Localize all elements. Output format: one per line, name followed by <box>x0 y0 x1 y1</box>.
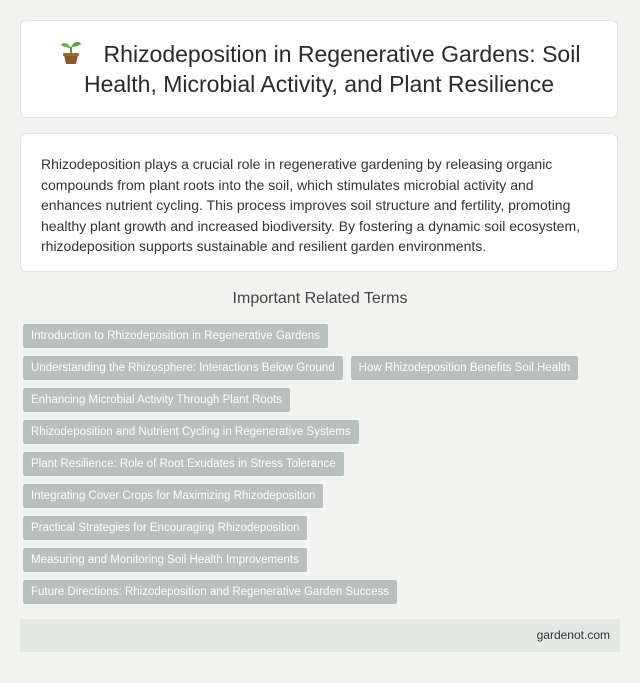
tag-row <box>23 580 623 604</box>
related-term-tag[interactable]: Rhizodeposition and Nutrient Cycling in Regenerative Systems <box>23 420 359 444</box>
tag-row <box>23 548 623 572</box>
related-term-tag[interactable]: Plant Resilience: Role of Root Exudates in Stress Tolerance <box>23 452 344 476</box>
tag-row <box>23 484 623 508</box>
footer <box>20 619 620 652</box>
related-term-tag[interactable]: How Rhizodeposition Benefits Soil Health <box>351 356 579 380</box>
related-term-tag[interactable]: Future Directions: Rhizodeposition and Regenerative Garden Success <box>23 580 397 604</box>
related-terms-heading: Important Related Terms <box>232 290 408 307</box>
tag-row <box>23 420 623 444</box>
related-terms-list <box>23 324 623 612</box>
description-text: Rhizodeposition plays a crucial role in regenerative gardening by releasing organic compounds from plant roots into the soil, which stimulates microbial activity and enhances nutrient cycling. This process improves soil structure and fertility, promoting healthy plant growth and increased biodiversity. By fostering a dynamic soil ecosystem, rhizodeposition supports sustainable and resilient garden environments. <box>41 156 581 255</box>
tag-row <box>23 516 623 540</box>
tag-row <box>23 452 623 476</box>
tag-row <box>23 388 623 412</box>
tag-row <box>23 324 623 348</box>
title-card <box>20 20 618 118</box>
related-term-tag[interactable]: Measuring and Monitoring Soil Health Improvements <box>23 548 307 572</box>
sprout-icon <box>58 39 84 65</box>
page-title <box>41 39 597 99</box>
description-card <box>20 133 618 272</box>
related-term-tag[interactable]: Integrating Cover Crops for Maximizing Rhizodeposition <box>23 484 323 508</box>
related-term-tag[interactable]: Understanding the Rhizosphere: Interactions Below Ground <box>23 356 343 380</box>
page-title-text: Rhizodeposition in Regenerative Gardens: Soil Health, Microbial Activity, and Plant Resilience <box>83 41 581 97</box>
tag-row <box>23 356 623 380</box>
footer-site-link[interactable]: gardenot.com <box>536 628 610 642</box>
related-term-tag[interactable]: Enhancing Microbial Activity Through Plant Roots <box>23 388 290 412</box>
related-term-tag[interactable]: Practical Strategies for Encouraging Rhizodeposition <box>23 516 307 540</box>
related-term-tag[interactable]: Introduction to Rhizodeposition in Regenerative Gardens <box>23 324 328 348</box>
